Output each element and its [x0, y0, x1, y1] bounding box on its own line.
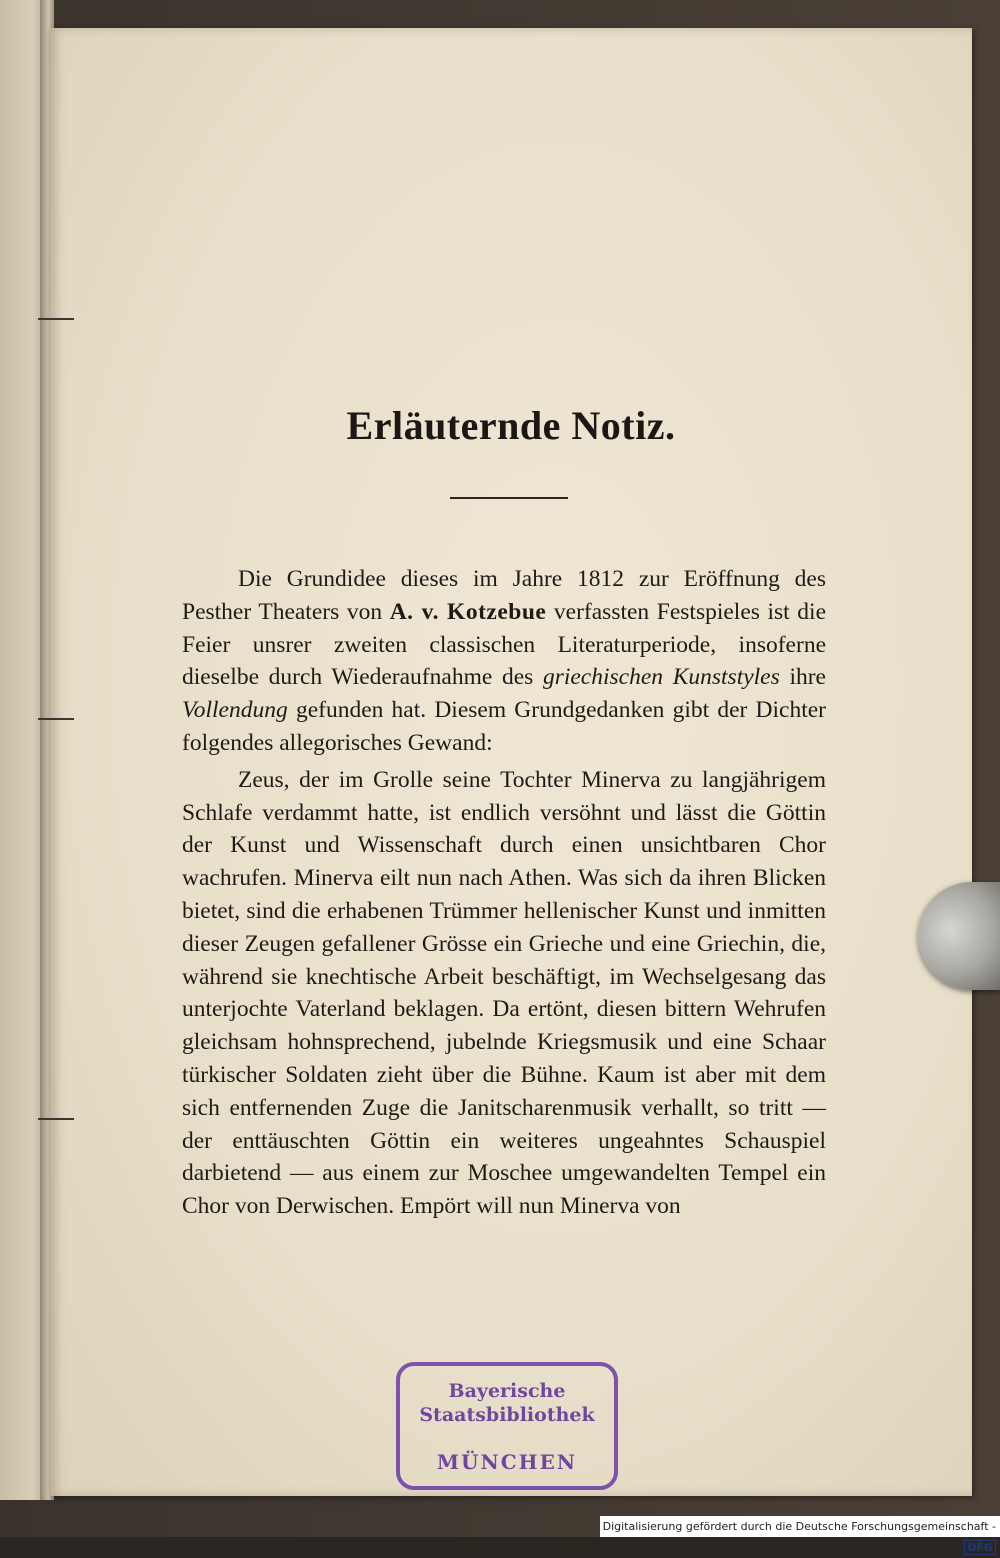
text-segment: ihre	[779, 664, 826, 691]
library-stamp	[396, 1362, 618, 1490]
text-segment: Vollendung	[182, 697, 288, 724]
paragraph	[182, 764, 826, 1223]
text-segment: verfassten Festspieles ist die Feier unsrer zweiten classischen Literaturperiode, insoferne dieselbe durch Wiederaufnahme des	[182, 598, 826, 691]
text-segment: gefunden hat. Diesem Grundgedanken gibt der Dichter folgendes allegorisches Gewand:	[182, 697, 826, 756]
dfg-logo-icon: DFG	[964, 1540, 996, 1555]
binding-thread	[38, 1118, 74, 1120]
stamp-line: MÜNCHEN	[436, 1450, 578, 1474]
text-segment: griechischen Kunststyles	[542, 664, 780, 691]
stamp-line: Staatsbibliothek	[419, 1404, 595, 1426]
binding-thread	[38, 718, 74, 720]
paragraph	[182, 563, 826, 760]
binding-thread	[38, 318, 74, 320]
text-segment: Zeus, der im Grolle seine Tochter Minerva zu langjährigem Schlafe verdammt hatte, ist endlich versöhnt und lässt die Göttin der Kunst und Wissenschaft durch einen unsichtbaren Chor wachrufen. Minerva eilt nun nach Athen. Was sich da ihren Blicken bietet, sind die erhabenen Trümmer hellenischer Kunst und inmitten dieser Zeugen gefallener Grösse ein Grieche und eine Griechin, die, während sie knechtische Arbeit beschäftigt, im Wechselgesang das unterjochte Vaterland beklagen. Da ertönt, diesen bittern Wehrufen gleichsam hohnsprechend, jubelnde Kriegsmusik und eine Schaar türkischer Soldaten zieht über die Bühne. Kaum ist aber mit dem sich entfernenden Zuge die Janitscharenmusik verhallt, so tritt — der enttäuschten Göttin ein weiteres ungeahntes Schauspiel darbietend — aus einem zur Moschee umgewandelten Tempel ein Chor von Derwischen. Empört will nun Minerva von	[182, 766, 826, 1220]
footer-text: Digitalisierung gefördert durch die Deutsche Forschungsgemeinschaft -	[602, 1520, 996, 1533]
body-text	[182, 563, 826, 1223]
text-segment: Die Grundidee dieses im Jahre 1812 zur Eröffnung des Pesther Theaters von	[182, 566, 826, 625]
title-divider	[450, 497, 568, 499]
page-title: Erläuternde Notiz.	[346, 403, 676, 448]
stamp-line: Bayerische	[448, 1380, 566, 1402]
text-segment: A. v. Kotzebue	[389, 598, 547, 625]
digitization-footer	[600, 1516, 1000, 1554]
